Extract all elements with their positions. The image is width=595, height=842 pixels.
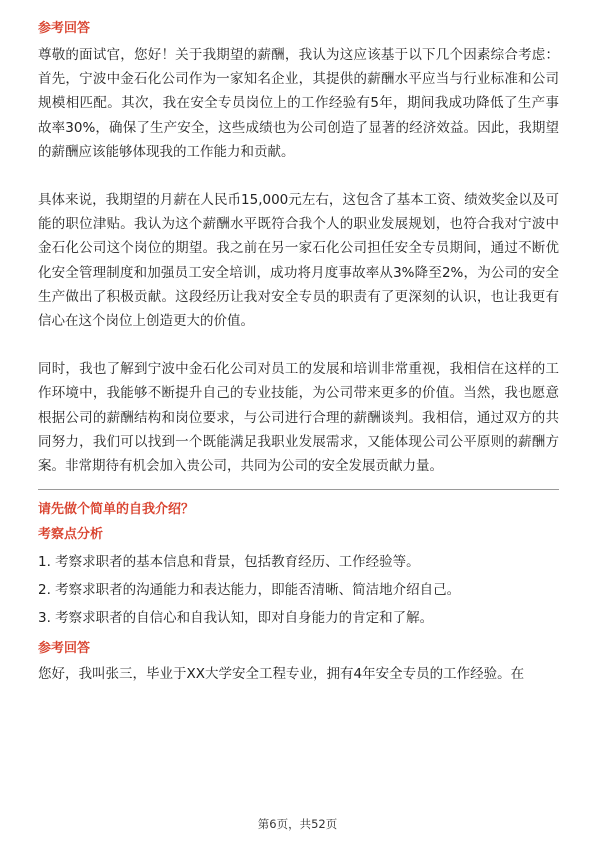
reference-answer-heading: 参考回答 — [38, 21, 91, 36]
analysis-item: 3. 考察求职者的自信心和自我认知，即对自身能力的肯定和了解。 — [38, 610, 434, 627]
page-content — [38, 20, 559, 686]
section-divider — [38, 489, 559, 490]
paragraph-gap — [38, 333, 559, 357]
page-number: 第6页，共52页 — [257, 817, 338, 831]
answer-paragraph-3: 同时，我也了解到宁波中金石化公司对员工的发展和培训非常重视，我相信在这样的工作环境中，我能够不断提升自己的专业技能，为公司带来更多的价值。当然，我也愿意根据公司的薪酬结构和岗位要求，与公司进行合理的薪酬谈判。我相信，通过双方的共同努力，我们可以找到一个既能满足我职业发展需求，又能体现公司公平原则的薪酬方案。非常期待有机会加入贵公司，共同为公司的安全发展贡献力量。 — [38, 361, 559, 475]
analysis-heading: 考察点分析 — [38, 527, 104, 543]
analysis-item: 2. 考察求职者的沟通能力和表达能力，即能否清晰、简洁地介绍自己。 — [38, 582, 461, 599]
analysis-item: 1. 考察求职者的基本信息和背景，包括教育经历、工作经验等。 — [38, 554, 420, 571]
answer-paragraph-2: 具体来说，我期望的月薪在人民币15,000元左右，这包含了基本工资、绩效奖金以及可能的职位津贴。我认为这个薪酬水平既符合我个人的职业发展规划，也符合我对宁波中金石化公司这个岗位的期望。我之前在另一家石化公司担任安全专员期间，通过不断优化安全管理制度和加强员工安全培训，成功将月度事故率从3%降至2%，为公司的安全生产做出了积极贡献。这段经历让我对安全专员的职责有了更深刻的认识，也让我更有信心在这个岗位上创造更大的价值。 — [38, 192, 559, 330]
question-title: 请先做个简单的自我介绍？ — [38, 502, 195, 518]
answer-paragraph-4: 您好，我叫张三，毕业于XX大学安全工程专业，拥有4年安全专员的工作经验。在 — [38, 666, 525, 683]
analysis-list — [38, 548, 559, 632]
answer-paragraph-1: 尊敬的面试官，您好！关于我期望的薪酬，我认为这应该基于以下几个因素综合考虑：首先，宁波中金石化公司作为一家知名企业，其提供的薪酬水平应当与行业标准和公司规模相匹配。其次，我在安全专员岗位上的工作经验有5年，期间我成功降低了生产事故率30%，确保了生产安全，这些成绩也为公司创造了显著的经济效益。因此，我期望的薪酬应该能够体现我的工作能力和贡献。 — [38, 47, 559, 160]
paragraph-gap — [38, 164, 559, 188]
reference-answer-heading-2: 参考回答 — [38, 641, 91, 657]
